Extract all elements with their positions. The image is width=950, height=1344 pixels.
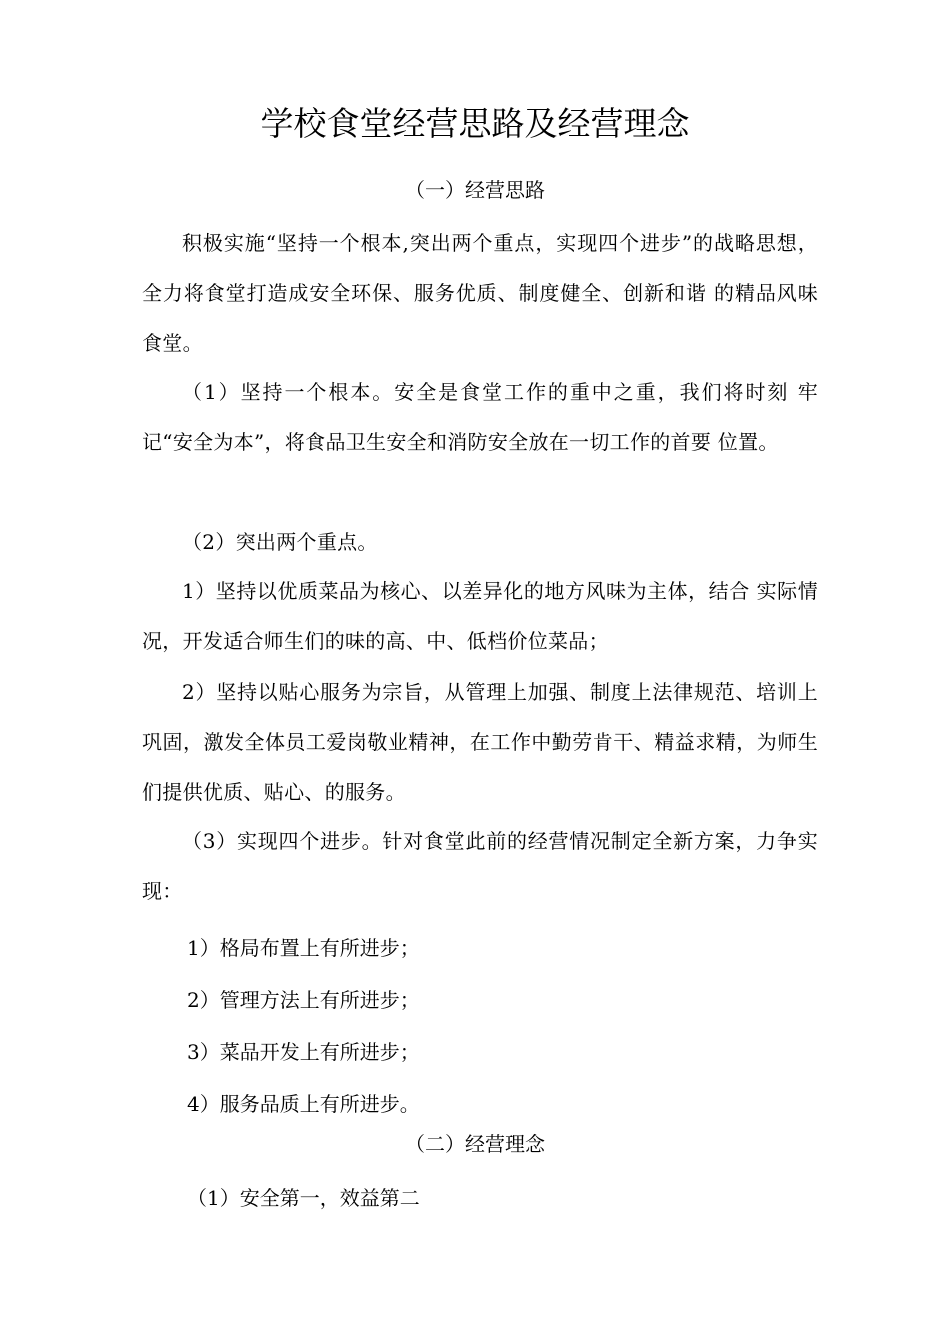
step-item: 1）格局布置上有所进步； xyxy=(187,936,420,960)
section-heading-operating-philosophy: （二）经营理念 xyxy=(405,1132,545,1156)
step-item: 3）菜品开发上有所进步； xyxy=(187,1040,420,1064)
paragraph-point-2-2: 2）坚持以贴心服务为宗旨，从管理上加强、制度上法律规范、培训上巩固，激发全体员工爱岗敬业精神，在工作中勤劳肯干、精益求精，为师生们提供优质、贴心、的服务。 xyxy=(142,680,818,804)
paragraph-point-2: （2）突出两个重点。 xyxy=(182,530,378,554)
paragraph-point-3: （3）实现四个进步。针对食堂此前的经营情况制定全新方案，力争实现： xyxy=(142,829,818,903)
principle-item: （1）安全第一，效益第二 xyxy=(187,1186,420,1210)
document-title: 学校食堂经营思路及经营理念 xyxy=(260,104,690,143)
section-heading-operating-ideas: （一）经营思路 xyxy=(405,178,545,202)
paragraph-intro: 积极实施“坚持一个根本,突出两个重点，实现四个进步”的战略思想，全力将食堂打造成安全环保、服务优质、制度健全、创新和谐 的精品风味食堂。 xyxy=(142,231,818,355)
step-item: 4）服务品质上有所进步。 xyxy=(187,1092,420,1116)
step-item: 2）管理方法上有所进步； xyxy=(187,988,420,1012)
paragraph-point-1: （1）坚持一个根本。安全是食堂工作的重中之重，我们将时刻 牢记“安全为本”，将食品卫生安全和消防安全放在一切工作的首要 位置。 xyxy=(142,380,818,454)
paragraph-point-2-1: 1）坚持以优质菜品为核心、以差异化的地方风味为主体，结合 实际情况，开发适合师生们的味的高、中、低档价位菜品； xyxy=(142,579,818,653)
